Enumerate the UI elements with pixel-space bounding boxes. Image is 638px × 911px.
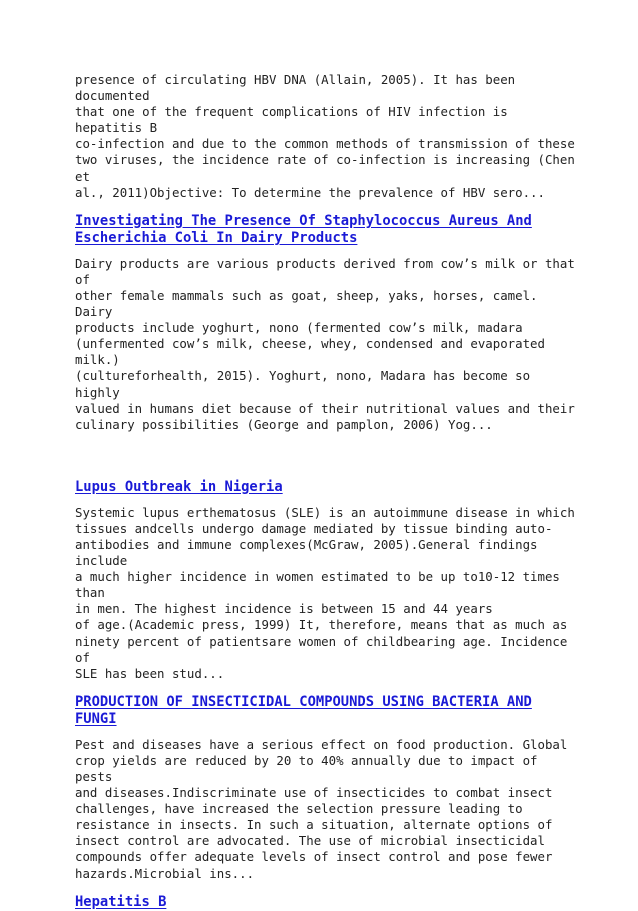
- article-title-staphylococcus-link[interactable]: Investigating The Presence Of Staphylococcus Aureus And Escherichia Coli In Dairy Products: [75, 212, 532, 246]
- article-excerpt-insecticidal: Pest and diseases have a serious effect on food production. Global crop yields are reduced by 20 to 40% annually due to impact of pests and diseases.Indiscriminate use of insecticides to combat insect challenges, have increased the selection pressure leading to resistance in insects. In such a situation, alternate options of insect control are advocated. The use of microbial insecticidal compounds offer adequate levels of insect control and pose fewer hazards.Microbial ins...: [75, 736, 568, 881]
- document-page: [75, 72, 575, 911]
- spacer: [75, 728, 575, 737]
- spacer: [75, 496, 575, 505]
- article-title-hepatitis-b-link[interactable]: Hepatitis B: [75, 893, 167, 910]
- article-title-insecticidal-link[interactable]: PRODUCTION OF INSECTICIDAL COMPOUNDS USING BACTERIA AND FUNGI: [75, 693, 532, 727]
- spacer: [75, 682, 575, 694]
- intro-paragraph: presence of circulating HBV DNA (Allain, 2005). It has been documented that one of the frequent complications of HIV infection is hepatitis B co-infection and due to the common methods of transmission of these two viruses, the incidence rate of co-infection is increasing (Chen et al., 2011)Objective: To determine the prevalence of HBV sero...: [75, 72, 575, 200]
- spacer: [75, 882, 575, 894]
- article-excerpt-lupus: Systemic lupus erthematosus (SLE) is an autoimmune disease in which tissues andcells undergo damage mediated by tissue binding auto- antibodies and immune complexes(McGraw, 2005).General findings include a much higher incidence in women estimated to be up to10-12 times than in men. The highest incidence is between 15 and 44 years of age.(Academic press, 1999) It, therefore, means that as much as ninety percent of patientsare women of childbearing age. Incidence of SLE has been stud...: [75, 504, 575, 681]
- spacer: [75, 201, 575, 213]
- spacer: [75, 433, 575, 479]
- spacer: [75, 247, 575, 256]
- article-excerpt-staphylococcus: Dairy products are various products derived from cow’s milk or that of other female mammals such as goat, sheep, yaks, horses, camel. Dairy products include yoghurt, nono (fermented cow’s milk, madara (unfermented cow’s milk, cheese, whey, condensed and evaporated milk.) (cultureforhealth, 2015). Yoghurt, nono, Madara has become so highly valued in humans diet because of their nutritional values and their culinary possibilities (George and pamplon, 2006) Yog...: [75, 255, 575, 432]
- article-title-lupus-link[interactable]: Lupus Outbreak in Nigeria: [75, 478, 283, 495]
